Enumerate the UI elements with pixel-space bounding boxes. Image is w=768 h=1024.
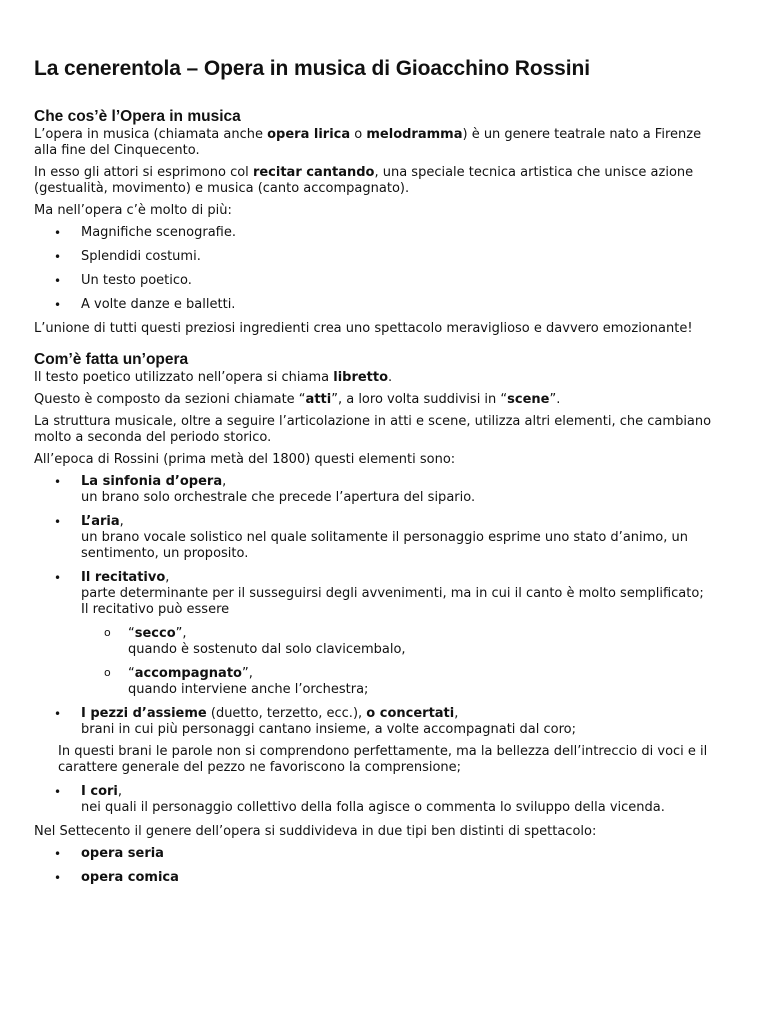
text-run: L’opera in musica (chiamata anche xyxy=(34,127,268,142)
list-item: • Splendidi costumi. xyxy=(34,249,728,265)
sublist-recitativo-types xyxy=(81,626,728,698)
item-description: un brano solo orchestrale che precede l’apertura del sipario. xyxy=(81,490,476,505)
document-title: La cenerentola – Opera in musica di Gioacchino Rossini xyxy=(34,57,590,80)
paragraph-atti-scene xyxy=(34,392,728,408)
list-item-pezzi xyxy=(34,706,728,738)
list-item: • Un testo poetico. xyxy=(34,273,728,289)
bold-term: La sinfonia d’opera xyxy=(81,474,223,489)
bold-term-scene: scene xyxy=(507,392,550,407)
item-description: brani in cui più personaggi cantano insieme, a volte accompagnati dal coro; xyxy=(81,722,577,737)
list-musical-elements xyxy=(34,474,728,738)
paragraph-musical-structure: La struttura musicale, oltre a seguire l’articolazione in atti e scene, utilizza altri elementi, che cambiano molto a seconda del periodo storico. xyxy=(34,414,712,445)
text-run: ”. xyxy=(549,392,561,407)
sublist-item-secco xyxy=(81,626,728,658)
paragraph-recitar-cantando xyxy=(34,165,728,197)
paragraph-union: L’unione di tutti questi preziosi ingredienti crea uno spettacolo meraviglioso e davvero emozionante! xyxy=(34,321,693,336)
text-run: “ xyxy=(128,626,135,641)
section-heading-how-opera-is-made: Com’è fatta un’opera xyxy=(34,351,189,368)
bold-term: opera seria xyxy=(81,846,164,861)
bold-term-melodramma: melodramma xyxy=(366,127,463,142)
text-run: , xyxy=(222,474,227,489)
paragraph-rossini-era: All’epoca di Rossini (prima metà del 1800) questi elementi sono: xyxy=(34,452,456,467)
list-item-opera-comica xyxy=(34,870,728,886)
list-item: • A volte danze e balletti. xyxy=(34,297,728,313)
item-description: parte determinante per il susseguirsi degli avvenimenti, ma in cui il canto è molto semplificato; xyxy=(81,586,704,601)
list-item-opera-seria xyxy=(34,846,728,862)
list-item-recitativo xyxy=(34,570,728,698)
text-run: Questo è composto da sezioni chiamate “ xyxy=(34,392,306,407)
bold-term-libretto: libretto xyxy=(333,370,389,385)
list-item-sinfonia xyxy=(34,474,728,506)
text-run: , xyxy=(117,784,123,799)
text-run: . xyxy=(388,370,393,385)
bold-term: opera comica xyxy=(81,870,179,885)
text-run: , una speciale tecnica artistica che unisce azione (gestualità, movimento) e musica (canto accompagnato). xyxy=(34,165,694,196)
text-run: ) è un genere teatrale nato a Firenze alla fine del Cinquecento. xyxy=(34,127,702,158)
bold-term-atti: atti xyxy=(305,392,332,407)
text-run: “ xyxy=(128,666,135,681)
paragraph-opera-definition xyxy=(34,127,728,159)
bold-term-opera-lirica: opera lirica xyxy=(267,127,351,142)
list-opera-types xyxy=(34,846,728,886)
paragraph-more: Ma nell’opera c’è molto di più: xyxy=(34,203,232,218)
bold-term-recitar-cantando: recitar cantando xyxy=(252,165,375,180)
section-heading-what-is-opera: Che cos’è l’Opera in musica xyxy=(34,108,241,125)
bold-term: L’aria xyxy=(81,514,120,529)
text-run: o xyxy=(350,127,367,142)
text-run: , xyxy=(454,706,459,721)
bold-term: secco xyxy=(134,626,176,641)
item-description: quando è sostenuto dal solo clavicembalo, xyxy=(128,642,406,657)
text-run: (duetto, terzetto, ecc.), xyxy=(206,706,367,721)
text-run: , xyxy=(119,514,124,529)
list-opera-elements xyxy=(34,225,728,313)
paragraph-pezzi-note: In questi brani le parole non si comprendono perfettamente, ma la bellezza dell’intreccio di voci e il carattere generale del pezzo ne favoriscono la comprensione; xyxy=(58,744,708,775)
item-description: nei quali il personaggio collettivo della folla agisce o commenta lo sviluppo della vicenda. xyxy=(81,800,665,815)
item-description: Il recitativo può essere xyxy=(81,602,230,617)
text-run: , xyxy=(165,570,170,585)
item-description: un brano vocale solistico nel quale solitamente il personaggio esprime uno stato d’animo, un sentimento, un proposito. xyxy=(81,530,688,561)
list-item-aria xyxy=(34,514,728,562)
list-cori xyxy=(34,784,728,816)
bold-term: Il recitativo xyxy=(81,570,166,585)
item-description: quando interviene anche l’orchestra; xyxy=(128,682,369,697)
text-run: ”, a loro volta suddivisi in “ xyxy=(331,392,508,407)
text-run: ”, xyxy=(241,666,253,681)
bold-term: I cori xyxy=(81,784,118,799)
text-run: ”, xyxy=(175,626,187,641)
text-run: In esso gli attori si esprimono col xyxy=(34,165,253,180)
bold-term: accompagnato xyxy=(134,666,242,681)
sublist-item-accompagnato xyxy=(81,666,728,698)
paragraph-settecento: Nel Settecento il genere dell’opera si suddivideva in due tipi ben distinti di spettacolo: xyxy=(34,824,597,839)
list-item: • Magnifiche scenografie. xyxy=(34,225,728,241)
bold-term: o concertati xyxy=(366,706,455,721)
text-run: Il testo poetico utilizzato nell’opera si chiama xyxy=(34,370,334,385)
bold-term: I pezzi d’assieme xyxy=(81,706,207,721)
list-item-cori xyxy=(34,784,728,816)
paragraph-libretto xyxy=(34,370,728,386)
